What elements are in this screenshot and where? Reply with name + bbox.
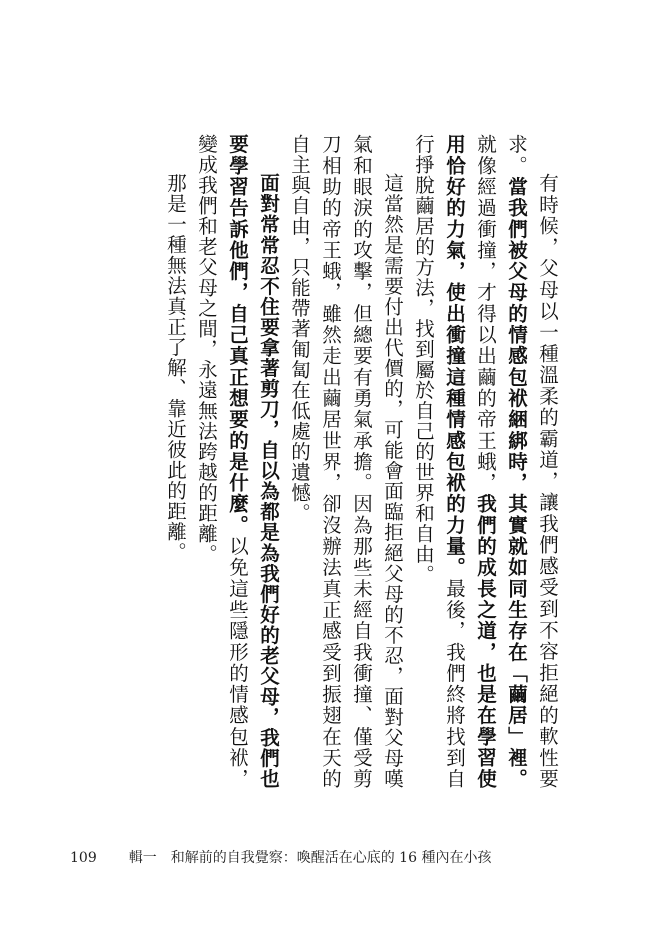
paragraph-1 (408, 134, 563, 789)
page-footer (70, 847, 491, 867)
p1-seg3: 就像經過衝撞，才得以出繭的帝王蛾， (474, 134, 497, 494)
page-number: 109 (70, 850, 97, 866)
p1-seg2-bold: 當我們被父母的情感包袱綑綁時，其實就如同生存在「繭居」裡。 (505, 176, 528, 790)
paragraph-4 (160, 134, 191, 789)
paragraph-2 (284, 134, 408, 789)
p3-seg3: 以免這些隱形的情感包袱，變成我們和老父母之間，永遠無法跨越的距離。 (195, 134, 249, 790)
p2-text: 這當然是需要付出代價的，可能會面臨拒絕父母的不忍，面對父母嘆氣和眼淚的攻擊，但總要有勇氣承擔。因為那些未經自我衝撞、僅受剪刀相助的帝王蛾，雖然走出繭居世界，卻沒辦法真正感受到振翅在天的自主與自由，只能帶著匍匐在低處的遺憾。 (288, 134, 404, 789)
p3-seg1-bold: 面對常常忍不住要拿著剪刀，自以為都是為我們好的老父母， (257, 173, 280, 728)
p1-seg5: 最後，我們終將找到自行掙脫繭居的方法，找到屬於自己的世界和自由。 (412, 134, 466, 790)
vertical-text-body (93, 134, 563, 789)
paragraph-3 (191, 134, 284, 789)
p3-seg2-bold: 我們也要學習告訴他們，自己真正想要的是什麼。 (226, 134, 280, 790)
running-head: 輯一 和解前的自我覺察：喚醒活在心底的 16 種內在小孩 (128, 850, 492, 866)
p1-seg4-bold: 我們的成長之道，也是在學習使用恰好的力氣，使出衝撞這種情感包袱的力量。 (443, 134, 497, 790)
p1-seg1: 有時候，父母以一種溫柔的霸道，讓我們感受到不容拒絕的軟性要求。 (505, 134, 559, 789)
p4-text: 那是一種無法真正了解、靠近彼此的距離。 (164, 173, 187, 563)
